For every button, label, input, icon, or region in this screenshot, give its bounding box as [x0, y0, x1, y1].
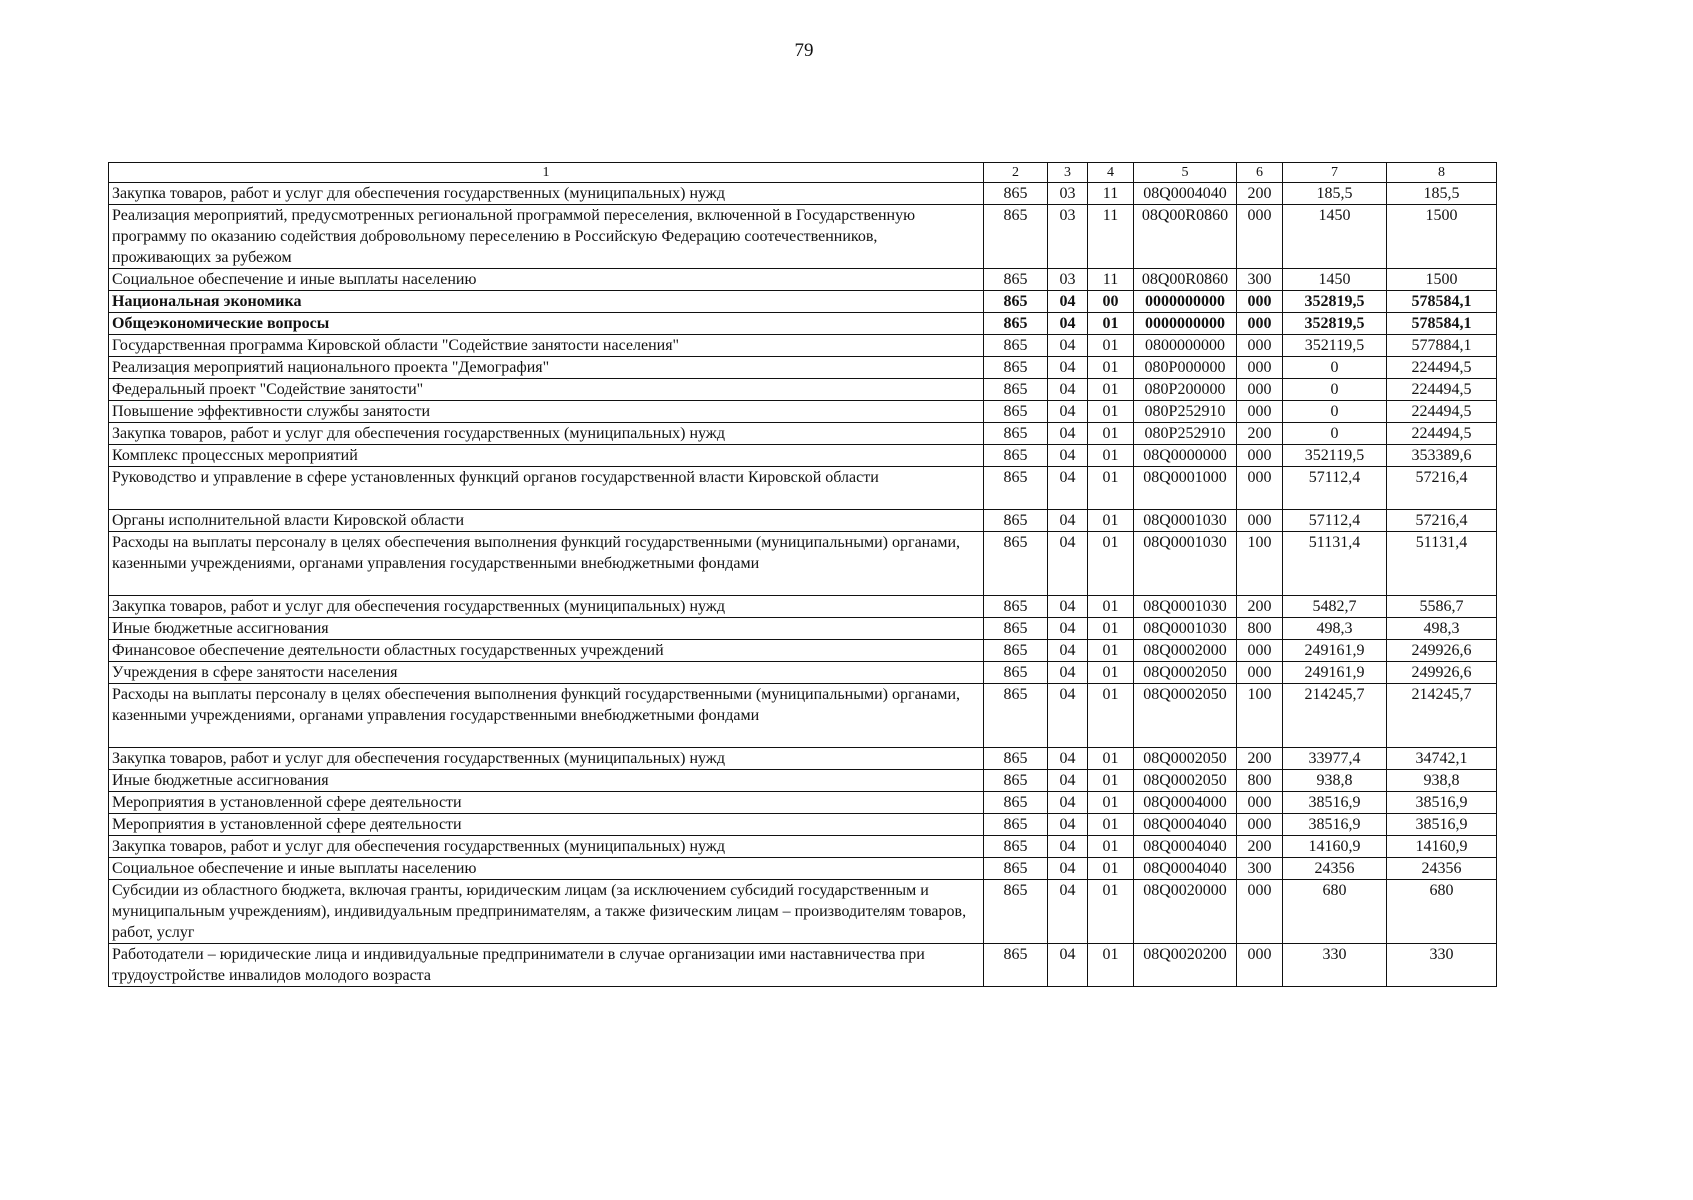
section-code-cell: 03 [1048, 205, 1088, 269]
amount-year1-cell: 51131,4 [1283, 532, 1387, 596]
table-row [109, 770, 1497, 792]
ministry-code-cell: 865 [984, 662, 1048, 684]
item-name-cell: Учреждения в сфере занятости населения [109, 662, 984, 684]
ministry-code-cell: 865 [984, 944, 1048, 987]
subsection-code-cell: 01 [1088, 510, 1134, 532]
target-article-cell: 08Q0001030 [1134, 532, 1237, 596]
amount-year1-cell: 938,8 [1283, 770, 1387, 792]
item-name-cell: Национальная экономика [109, 291, 984, 313]
ministry-code-cell: 865 [984, 423, 1048, 445]
amount-year2-cell: 578584,1 [1387, 313, 1497, 335]
subsection-code-cell: 01 [1088, 335, 1134, 357]
amount-year2-cell: 353389,6 [1387, 445, 1497, 467]
section-code-cell: 04 [1048, 291, 1088, 313]
amount-year1-cell: 57112,4 [1283, 467, 1387, 510]
expense-type-cell: 000 [1237, 335, 1283, 357]
ministry-code-cell: 865 [984, 445, 1048, 467]
target-article-cell: 0000000000 [1134, 291, 1237, 313]
item-name-cell: Мероприятия в установленной сфере деятельности [109, 792, 984, 814]
section-code-cell: 03 [1048, 183, 1088, 205]
table-row [109, 379, 1497, 401]
expense-type-cell: 000 [1237, 792, 1283, 814]
section-code-cell: 04 [1048, 770, 1088, 792]
subsection-code-cell: 01 [1088, 445, 1134, 467]
ministry-code-cell: 865 [984, 792, 1048, 814]
amount-year2-cell: 498,3 [1387, 618, 1497, 640]
ministry-code-cell: 865 [984, 510, 1048, 532]
subsection-code-cell: 01 [1088, 662, 1134, 684]
target-article-cell: 08Q0001030 [1134, 510, 1237, 532]
table-row [109, 423, 1497, 445]
item-name-cell: Субсидии из областного бюджета, включая гранты, юридическим лицам (за исключением субсидий государственным и муниципальным учреждениям), индивидуальным предпринимателям, а также физическим лицам – производителям товаров, работ, услуг [109, 880, 984, 944]
target-article-cell: 08Q0004040 [1134, 836, 1237, 858]
expense-type-cell: 000 [1237, 510, 1283, 532]
amount-year2-cell: 224494,5 [1387, 379, 1497, 401]
amount-year2-cell: 214245,7 [1387, 684, 1497, 748]
ministry-code-cell: 865 [984, 291, 1048, 313]
section-code-cell: 04 [1048, 379, 1088, 401]
subsection-code-cell: 01 [1088, 618, 1134, 640]
ministry-code-cell: 865 [984, 640, 1048, 662]
amount-year1-cell: 249161,9 [1283, 640, 1387, 662]
item-name-cell: Иные бюджетные ассигнования [109, 618, 984, 640]
item-name-cell: Органы исполнительной власти Кировской области [109, 510, 984, 532]
target-article-cell: 08Q0002050 [1134, 770, 1237, 792]
amount-year1-cell: 0 [1283, 379, 1387, 401]
subsection-code-cell: 01 [1088, 313, 1134, 335]
item-name-cell: Повышение эффективности службы занятости [109, 401, 984, 423]
table-row [109, 618, 1497, 640]
item-name-cell: Государственная программа Кировской области "Содействие занятости населения" [109, 335, 984, 357]
amount-year1-cell: 57112,4 [1283, 510, 1387, 532]
item-name-cell: Закупка товаров, работ и услуг для обеспечения государственных (муниципальных) нужд [109, 183, 984, 205]
table-row [109, 335, 1497, 357]
expense-type-cell: 800 [1237, 618, 1283, 640]
item-name-cell: Руководство и управление в сфере установленных функций органов государственной власти Кировской области [109, 467, 984, 510]
item-name-cell: Расходы на выплаты персоналу в целях обеспечения выполнения функций государственными (муниципальными) органами, казенными учреждениями, органами управления государственными внебюджетными фондами [109, 684, 984, 748]
section-code-cell: 04 [1048, 532, 1088, 596]
target-article-cell: 08Q0002050 [1134, 684, 1237, 748]
ministry-code-cell: 865 [984, 880, 1048, 944]
table-row [109, 836, 1497, 858]
subsection-code-cell: 11 [1088, 183, 1134, 205]
item-name-cell: Реализация мероприятий, предусмотренных региональной программой переселения, включенной в Государственную программу по оказанию содействия добровольному переселению в Российскую Федерацию соотечественников, проживающих за рубежом [109, 205, 984, 269]
expense-type-cell: 200 [1237, 183, 1283, 205]
amount-year1-cell: 352119,5 [1283, 335, 1387, 357]
amount-year2-cell: 680 [1387, 880, 1497, 944]
subsection-code-cell: 01 [1088, 858, 1134, 880]
target-article-cell: 08Q0004000 [1134, 792, 1237, 814]
target-article-cell: 08Q0004040 [1134, 183, 1237, 205]
amount-year2-cell: 224494,5 [1387, 423, 1497, 445]
table-row [109, 858, 1497, 880]
subsection-code-cell: 11 [1088, 269, 1134, 291]
subsection-code-cell: 01 [1088, 532, 1134, 596]
section-code-cell: 04 [1048, 401, 1088, 423]
amount-year1-cell: 352119,5 [1283, 445, 1387, 467]
amount-year1-cell: 0 [1283, 423, 1387, 445]
amount-year2-cell: 185,5 [1387, 183, 1497, 205]
ministry-code-cell: 865 [984, 858, 1048, 880]
expense-type-cell: 200 [1237, 748, 1283, 770]
section-code-cell: 04 [1048, 423, 1088, 445]
ministry-code-cell: 865 [984, 401, 1048, 423]
expense-type-cell: 000 [1237, 814, 1283, 836]
target-article-cell: 08Q0020000 [1134, 880, 1237, 944]
table-row [109, 684, 1497, 748]
target-article-cell: 080P000000 [1134, 357, 1237, 379]
amount-year2-cell: 224494,5 [1387, 401, 1497, 423]
amount-year1-cell: 38516,9 [1283, 814, 1387, 836]
column-header: 7 [1283, 163, 1387, 183]
amount-year2-cell: 578584,1 [1387, 291, 1497, 313]
amount-year2-cell: 57216,4 [1387, 510, 1497, 532]
amount-year1-cell: 5482,7 [1283, 596, 1387, 618]
amount-year1-cell: 680 [1283, 880, 1387, 944]
amount-year2-cell: 938,8 [1387, 770, 1497, 792]
section-code-cell: 04 [1048, 814, 1088, 836]
target-article-cell: 0000000000 [1134, 313, 1237, 335]
amount-year2-cell: 330 [1387, 944, 1497, 987]
amount-year1-cell: 352819,5 [1283, 291, 1387, 313]
table-row [109, 401, 1497, 423]
section-code-cell: 04 [1048, 313, 1088, 335]
item-name-cell: Закупка товаров, работ и услуг для обеспечения государственных (муниципальных) нужд [109, 596, 984, 618]
amount-year1-cell: 352819,5 [1283, 313, 1387, 335]
target-article-cell: 08Q0004040 [1134, 858, 1237, 880]
expense-type-cell: 800 [1237, 770, 1283, 792]
amount-year2-cell: 38516,9 [1387, 792, 1497, 814]
section-code-cell: 04 [1048, 467, 1088, 510]
subsection-code-cell: 01 [1088, 401, 1134, 423]
item-name-cell: Федеральный проект "Содействие занятости" [109, 379, 984, 401]
item-name-cell: Общеэкономические вопросы [109, 313, 984, 335]
ministry-code-cell: 865 [984, 379, 1048, 401]
table-row [109, 291, 1497, 313]
table-row [109, 748, 1497, 770]
target-article-cell: 080P252910 [1134, 401, 1237, 423]
expense-type-cell: 000 [1237, 379, 1283, 401]
subsection-code-cell: 01 [1088, 357, 1134, 379]
item-name-cell: Иные бюджетные ассигнования [109, 770, 984, 792]
amount-year2-cell: 38516,9 [1387, 814, 1497, 836]
ministry-code-cell: 865 [984, 770, 1048, 792]
ministry-code-cell: 865 [984, 836, 1048, 858]
item-name-cell: Мероприятия в установленной сфере деятельности [109, 814, 984, 836]
amount-year2-cell: 249926,6 [1387, 640, 1497, 662]
target-article-cell: 080P252910 [1134, 423, 1237, 445]
item-name-cell: Закупка товаров, работ и услуг для обеспечения государственных (муниципальных) нужд [109, 836, 984, 858]
expense-type-cell: 200 [1237, 836, 1283, 858]
amount-year1-cell: 498,3 [1283, 618, 1387, 640]
table-row [109, 662, 1497, 684]
ministry-code-cell: 865 [984, 269, 1048, 291]
amount-year2-cell: 249926,6 [1387, 662, 1497, 684]
ministry-code-cell: 865 [984, 467, 1048, 510]
subsection-code-cell: 01 [1088, 596, 1134, 618]
ministry-code-cell: 865 [984, 748, 1048, 770]
section-code-cell: 04 [1048, 335, 1088, 357]
ministry-code-cell: 865 [984, 357, 1048, 379]
amount-year2-cell: 577884,1 [1387, 335, 1497, 357]
target-article-cell: 08Q00R0860 [1134, 269, 1237, 291]
column-header: 4 [1088, 163, 1134, 183]
table-row [109, 269, 1497, 291]
amount-year1-cell: 14160,9 [1283, 836, 1387, 858]
expense-type-cell: 000 [1237, 357, 1283, 379]
column-header: 5 [1134, 163, 1237, 183]
section-code-cell: 04 [1048, 858, 1088, 880]
table-row [109, 814, 1497, 836]
item-name-cell: Комплекс процессных мероприятий [109, 445, 984, 467]
ministry-code-cell: 865 [984, 205, 1048, 269]
amount-year1-cell: 330 [1283, 944, 1387, 987]
expense-type-cell: 000 [1237, 205, 1283, 269]
subsection-code-cell: 01 [1088, 684, 1134, 748]
amount-year1-cell: 24356 [1283, 858, 1387, 880]
budget-table-body [109, 163, 1497, 987]
target-article-cell: 08Q0001030 [1134, 596, 1237, 618]
expense-type-cell: 000 [1237, 640, 1283, 662]
subsection-code-cell: 01 [1088, 379, 1134, 401]
amount-year1-cell: 1450 [1283, 205, 1387, 269]
item-name-cell: Реализация мероприятий национального проекта "Демография" [109, 357, 984, 379]
table-row [109, 510, 1497, 532]
amount-year1-cell: 1450 [1283, 269, 1387, 291]
subsection-code-cell: 01 [1088, 944, 1134, 987]
amount-year1-cell: 0 [1283, 357, 1387, 379]
amount-year2-cell: 1500 [1387, 269, 1497, 291]
ministry-code-cell: 865 [984, 596, 1048, 618]
item-name-cell: Закупка товаров, работ и услуг для обеспечения государственных (муниципальных) нужд [109, 423, 984, 445]
table-row [109, 357, 1497, 379]
table-row [109, 467, 1497, 510]
expense-type-cell: 000 [1237, 445, 1283, 467]
subsection-code-cell: 01 [1088, 467, 1134, 510]
section-code-cell: 04 [1048, 836, 1088, 858]
expense-type-cell: 000 [1237, 467, 1283, 510]
amount-year2-cell: 224494,5 [1387, 357, 1497, 379]
section-code-cell: 04 [1048, 684, 1088, 748]
expense-type-cell: 200 [1237, 596, 1283, 618]
subsection-code-cell: 01 [1088, 836, 1134, 858]
expense-type-cell: 000 [1237, 401, 1283, 423]
amount-year1-cell: 33977,4 [1283, 748, 1387, 770]
expense-type-cell: 000 [1237, 662, 1283, 684]
ministry-code-cell: 865 [984, 814, 1048, 836]
ministry-code-cell: 865 [984, 684, 1048, 748]
section-code-cell: 04 [1048, 944, 1088, 987]
expense-type-cell: 000 [1237, 313, 1283, 335]
item-name-cell: Расходы на выплаты персоналу в целях обеспечения выполнения функций государственными (муниципальными) органами, казенными учреждениями, органами управления государственными внебюджетными фондами [109, 532, 984, 596]
target-article-cell: 08Q0000000 [1134, 445, 1237, 467]
subsection-code-cell: 00 [1088, 291, 1134, 313]
subsection-code-cell: 01 [1088, 792, 1134, 814]
ministry-code-cell: 865 [984, 313, 1048, 335]
item-name-cell: Закупка товаров, работ и услуг для обеспечения государственных (муниципальных) нужд [109, 748, 984, 770]
expense-type-cell: 200 [1237, 423, 1283, 445]
column-header: 3 [1048, 163, 1088, 183]
ministry-code-cell: 865 [984, 335, 1048, 357]
ministry-code-cell: 865 [984, 618, 1048, 640]
target-article-cell: 080P200000 [1134, 379, 1237, 401]
table-row [109, 205, 1497, 269]
target-article-cell: 08Q0002000 [1134, 640, 1237, 662]
section-code-cell: 04 [1048, 357, 1088, 379]
target-article-cell: 08Q0001000 [1134, 467, 1237, 510]
page-number: 79 [794, 40, 814, 61]
section-code-cell: 04 [1048, 748, 1088, 770]
target-article-cell: 08Q0004040 [1134, 814, 1237, 836]
section-code-cell: 04 [1048, 510, 1088, 532]
amount-year2-cell: 34742,1 [1387, 748, 1497, 770]
table-row [109, 532, 1497, 596]
section-code-cell: 04 [1048, 662, 1088, 684]
target-article-cell: 08Q0002050 [1134, 662, 1237, 684]
amount-year1-cell: 249161,9 [1283, 662, 1387, 684]
expense-type-cell: 300 [1237, 269, 1283, 291]
budget-table [108, 162, 1497, 987]
table-row [109, 640, 1497, 662]
target-article-cell: 0800000000 [1134, 335, 1237, 357]
table-row [109, 944, 1497, 987]
amount-year2-cell: 14160,9 [1387, 836, 1497, 858]
table-row [109, 596, 1497, 618]
subsection-code-cell: 01 [1088, 748, 1134, 770]
section-code-cell: 04 [1048, 640, 1088, 662]
target-article-cell: 08Q0020200 [1134, 944, 1237, 987]
column-header: 8 [1387, 163, 1497, 183]
table-row [109, 183, 1497, 205]
subsection-code-cell: 11 [1088, 205, 1134, 269]
section-code-cell: 04 [1048, 596, 1088, 618]
amount-year1-cell: 214245,7 [1283, 684, 1387, 748]
section-code-cell: 04 [1048, 618, 1088, 640]
ministry-code-cell: 865 [984, 183, 1048, 205]
table-row [109, 313, 1497, 335]
expense-type-cell: 100 [1237, 532, 1283, 596]
target-article-cell: 08Q0002050 [1134, 748, 1237, 770]
amount-year2-cell: 24356 [1387, 858, 1497, 880]
section-code-cell: 04 [1048, 792, 1088, 814]
table-header-row [109, 163, 1497, 183]
table-row [109, 880, 1497, 944]
amount-year2-cell: 51131,4 [1387, 532, 1497, 596]
subsection-code-cell: 01 [1088, 814, 1134, 836]
table-row [109, 445, 1497, 467]
item-name-cell: Социальное обеспечение и иные выплаты населению [109, 269, 984, 291]
expense-type-cell: 100 [1237, 684, 1283, 748]
target-article-cell: 08Q0001030 [1134, 618, 1237, 640]
expense-type-cell: 300 [1237, 858, 1283, 880]
subsection-code-cell: 01 [1088, 640, 1134, 662]
item-name-cell: Финансовое обеспечение деятельности областных государственных учреждений [109, 640, 984, 662]
amount-year1-cell: 38516,9 [1283, 792, 1387, 814]
amount-year1-cell: 0 [1283, 401, 1387, 423]
amount-year1-cell: 185,5 [1283, 183, 1387, 205]
column-header: 6 [1237, 163, 1283, 183]
amount-year2-cell: 1500 [1387, 205, 1497, 269]
item-name-cell: Работодатели – юридические лица и индивидуальные предприниматели в случае организации ими наставничества при трудоустройстве инвалидов молодого возраста [109, 944, 984, 987]
expense-type-cell: 000 [1237, 291, 1283, 313]
target-article-cell: 08Q00R0860 [1134, 205, 1237, 269]
column-header: 2 [984, 163, 1048, 183]
ministry-code-cell: 865 [984, 532, 1048, 596]
amount-year2-cell: 57216,4 [1387, 467, 1497, 510]
table-row [109, 792, 1497, 814]
section-code-cell: 04 [1048, 445, 1088, 467]
expense-type-cell: 000 [1237, 944, 1283, 987]
subsection-code-cell: 01 [1088, 770, 1134, 792]
column-header: 1 [109, 163, 984, 183]
section-code-cell: 03 [1048, 269, 1088, 291]
subsection-code-cell: 01 [1088, 880, 1134, 944]
item-name-cell: Социальное обеспечение и иные выплаты населению [109, 858, 984, 880]
expense-type-cell: 000 [1237, 880, 1283, 944]
section-code-cell: 04 [1048, 880, 1088, 944]
subsection-code-cell: 01 [1088, 423, 1134, 445]
amount-year2-cell: 5586,7 [1387, 596, 1497, 618]
